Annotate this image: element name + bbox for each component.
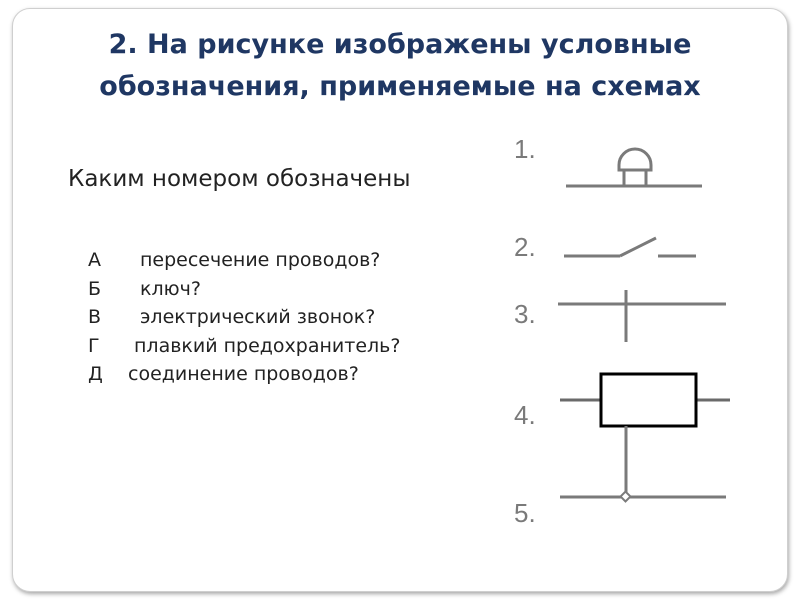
symbol-number-5: 5. — [514, 498, 536, 528]
slide-title — [20, 24, 780, 108]
switch-key-icon — [564, 238, 696, 256]
option-a — [88, 246, 400, 275]
option-v — [88, 303, 400, 332]
option-letter: Д — [88, 363, 103, 385]
symbol-number-3: 3. — [514, 299, 536, 329]
options-list — [88, 246, 400, 389]
option-b — [88, 275, 400, 304]
option-letter: В — [88, 306, 102, 328]
title-line-2: обозначения, применяемые на схемах — [99, 71, 701, 102]
option-text: плавкий предохранитель? — [134, 334, 401, 357]
option-d — [88, 360, 400, 389]
option-letter: Б — [88, 277, 102, 300]
title-line-1: 2. На рисунке изображены условные — [108, 29, 692, 60]
symbol-number-2: 2. — [514, 232, 536, 262]
electric-bell-icon — [566, 149, 702, 186]
wire-junction-icon — [560, 426, 726, 501]
option-text: соединение проводов? — [128, 363, 359, 385]
symbol-number-4: 4. — [514, 400, 536, 430]
option-letter: Г — [88, 334, 100, 357]
option-text: пересечение проводов? — [140, 249, 381, 271]
option-text: электрический звонок? — [140, 306, 376, 328]
option-text: ключ? — [140, 277, 201, 300]
wire-crossing-icon — [558, 290, 726, 342]
fuse-icon — [560, 374, 730, 426]
option-letter: А — [88, 249, 101, 271]
circuit-symbols — [500, 128, 750, 538]
option-g — [88, 332, 400, 361]
question-text: Каким номером обозначены — [68, 166, 411, 192]
symbol-number-1: 1. — [514, 134, 536, 164]
